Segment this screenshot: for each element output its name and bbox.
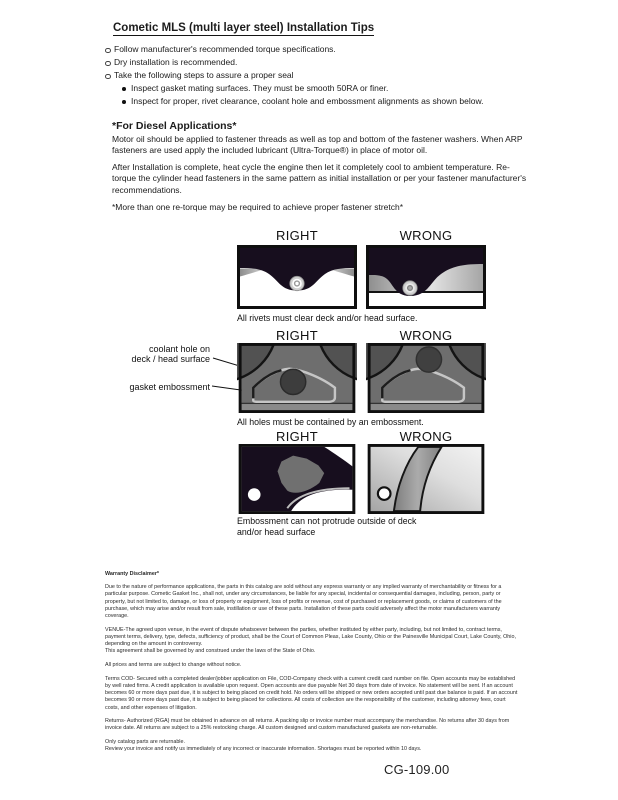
figure3-right-label: RIGHT [276,429,318,444]
figure3-wrong-label: WRONG [399,429,453,444]
embossment-label: gasket embossment [129,382,210,392]
bolt-hole [248,488,261,501]
figure1-wrong-panel [366,245,486,309]
figure2-wrong-panel [366,343,486,413]
deck-lower [369,292,483,306]
figure2-wrong-label: WRONG [399,328,453,343]
warranty-paragraph: Only catalog parts are returnable. Review your invoice and notify us immediately of any incorrect or inaccurate information. Shortages must be reported within 10 days. [105,739,422,753]
coolant-hole [280,369,305,394]
diesel-paragraph: Motor oil should be applied to fastener threads as well as top and bottom of the fastener washers. When ARP fasteners are used apply the included lubricant (Ultra-Torque®) in place of motor oil. [112,134,523,156]
figure3-caption: Embossment can not protrude outside of deck and/or head surface [237,516,417,537]
diesel-heading: *For Diesel Applications* [112,120,237,132]
tip-item: Follow manufacturer's recommended torque specifications. [104,43,534,56]
warranty-disclaimer [105,571,521,760]
warranty-paragraph: Due to the nature of performance applications, the parts in this catalog are sold without any express warranty or any implied warranty of merchantability or fitness for a particular purpose. Cometic Gasket Inc., shall not, under any circumstances, be liable for any special, incidental or consequential damages, including, person, party or property, but not limited to, damage, or loss of property or equipment, loss of profits or revenue, cost of purchased or replacement goods, or claims of customers of the purchase, which may arise and/or result from sale, instillation or use of these parts. Installation of these parts could adversely affect the motor manufacturers warranty coverage. [105,584,502,620]
page-title: Cometic MLS (multi layer steel) Installation Tips [113,22,375,34]
page-number: CG-109.00 [384,762,450,777]
warranty-paragraph: Returns- Authorized (RGA) must be obtained in advance on all returns. A packing slip or invoice number must accompany the merchandise. No returns after 30 days from invoice date. All returns are subject to a 25% restocking charge. All custom designed and custom manufactured gaskets are non-returnable. [105,718,510,732]
warranty-paragraph: VENUE-The agreed upon venue, in the event of dispute whatsoever between the parties, whether instituted by either party, including, but not limited to, contract terms, payment terms, delivery, type, defects, sufficiency of product, shall be the Court of Common Pleas, Lake County, Ohio or the Painesville Municipal Court, Lake County, Ohio, depending on the amount in controversy. This agreement shall be governed by and construed under the laws of the State of Ohio. [105,626,516,655]
figure2-right-label: RIGHT [276,328,318,343]
coolant-hole-label: coolant hole on deck / head surface [131,344,210,364]
warranty-heading: Warranty Disclaimer* [105,571,160,577]
figure1-right-panel [237,245,357,309]
installation-tips-list [104,43,534,108]
figure1-right-label: RIGHT [276,228,318,243]
bolt-hole [378,487,391,500]
deck-band [371,404,482,410]
deck-band [242,404,353,410]
figure2-caption: All holes must be contained by an embossment. [237,417,424,427]
coolant-hole-misaligned [416,347,441,372]
diesel-paragraph: *More than one re-torque may be required to achieve proper fastener stretch* [112,202,404,212]
figure2-right-panel [237,343,357,413]
figure3-wrong-panel [366,444,486,514]
diesel-paragraph: After Installation is complete, heat cycle the engine then let it completely cool to ambient temperature. Re-torque the cylinder head fasteners in the same pattern as initial installation or per your fastener manufacturer's recommendations. [112,162,527,195]
sub-tip-item: Inspect gasket mating surfaces. They must be smooth 50RA or finer. [122,82,534,95]
rivet-icon [403,281,417,295]
tip-item: Dry installation is recommended. [104,56,534,69]
figure3-right-panel [237,444,357,514]
warranty-paragraph: All prices and terms are subject to change without notice. [105,662,242,669]
figure1-wrong-label: WRONG [399,228,453,243]
tip-item: Take the following steps to assure a proper seal [104,69,534,82]
sub-tip-item: Inspect for proper, rivet clearance, coolant hole and embossment alignments as shown below. [122,95,534,108]
warranty-paragraph: Terms COD- Secured with a completed dealer/jobber application on File, COD-Company check with a current credit card number on file. Open accounts may be established by well rated firms. A credit application is available upon request. Open accounts are due payable Net 30 days from date of invoice. No statement will be sent. If an account becomes 60 or more days past due, it is subject to being placed on credit hold. No orders will be shipped or new orders accepted until past due balance is paid. If an account becomes 90 or more days past due, it is subject to being placed for collections. All costs of collection are the responsibility of the customer, including attorney fees, court costs, and other expenses of litigation. [105,675,518,711]
rivet-icon [290,276,304,290]
figure1-caption: All rivets must clear deck and/or head surface. [237,313,418,323]
